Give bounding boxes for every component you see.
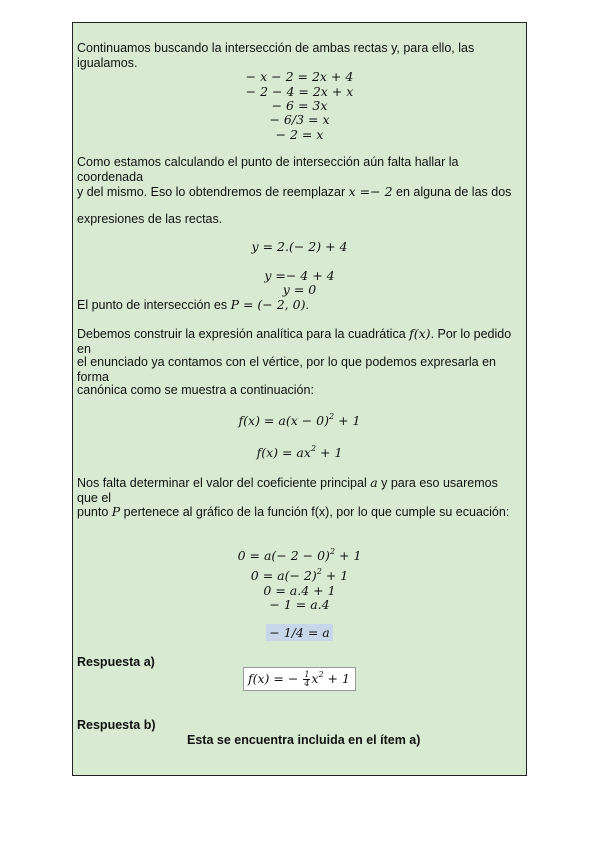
math-segment: f(x) = − [248,671,299,686]
fraction [303,671,310,688]
paragraph-line: el enunciado ya contamos con el vértice, por lo que podemos expresarla en forma [77,355,497,384]
paragraph-line: Como estamos calculando el punto de intersección aún falta hallar la coordenada [77,155,459,184]
fraction-numerator: 1 [304,670,310,679]
text-segment: Nos falta determinar el valor del coeficiente principal [77,476,371,490]
math-segment: f(x) = ax [256,445,311,460]
equation-line: y = 2.(− 2) + 4 [251,239,348,254]
text-segment: y del mismo. Eso lo obtendremos de reemplazar [77,185,349,199]
inline-math: f(x) [409,326,431,341]
fraction-denominator: 4 [304,679,310,688]
exponent: 2 [329,547,336,556]
paragraph-line [77,504,522,520]
math-segment: + 1 [323,671,350,686]
exponent: 2 [316,567,322,576]
exponent: 2 [310,444,317,453]
math-segment: + 1 [335,548,362,563]
intro-line-1: Continuamos buscando la intersección de ambas rectas y, para ello, las [77,41,475,55]
equation-line: − 6/3 = x [269,112,330,127]
equation-line [72,549,527,563]
equation-line: − 6 = 3x [271,98,328,113]
text-segment: punto [77,505,112,519]
equation-line: − 2 = x [275,127,324,142]
equation-line: y = 0 [282,282,317,297]
answer-b-label: Respuesta b) [77,718,156,732]
text-segment: y para eso usaremos que el [77,476,498,505]
inline-math: P = (− 2, 0) [230,297,306,312]
math-segment: 0 = a(− 2 − 0) [237,548,330,563]
inline-math: P [111,504,121,519]
math-segment: x [311,671,319,686]
equation-line [72,569,527,583]
answer-b-text: Esta se encuentra incluida en el ítem a) [187,733,421,747]
text-segment: . Por lo pedido en [77,327,512,356]
equation-line: − 1 = a.4 [269,597,330,612]
equation-line: y =− 4 + 4 [264,268,335,283]
math-segment: + 1 [316,445,343,460]
paragraph-line [77,475,522,506]
equation-line: − x − 2 = 2x + 4 [245,69,354,84]
text-segment: pertenece al gráfico de la función f(x), por lo que cumple su ecuación: [120,505,510,519]
highlighted-equation [72,626,527,640]
math-segment: + 1 [334,413,361,428]
text-segment: Debemos construir la expresión analítica para la cuadrática [77,327,410,341]
intro-line-2: igualamos. [77,56,138,70]
paragraph-line [77,184,522,200]
answer-a-box [243,667,356,691]
inline-math: x =− 2 [348,184,393,199]
text-segment: . [305,298,309,312]
math-segment: 0 = a(− 2) [250,568,317,583]
equation-line: − 2 − 4 = 2x + x [245,84,354,99]
text-segment: El punto de intersección es [77,298,231,312]
exponent: 2 [329,412,335,421]
paragraph-line: expresiones de las rectas. [77,212,223,226]
paragraph-line [77,326,522,357]
math-segment: f(x) = a(x − 0) [238,413,329,428]
math-segment: + 1 [321,568,349,583]
equation-line: 0 = a.4 + 1 [263,583,336,598]
canonical-equation [72,446,527,460]
text-segment: en alguna de las dos [392,185,512,199]
intersection-point-line [77,297,522,313]
exponent: 2 [318,670,324,679]
answer-a-label: Respuesta a) [77,655,155,669]
canonical-equation [72,414,527,428]
highlight: − 1/4 = a [266,624,332,641]
paragraph-line: canónica como se muestra a continuación: [77,383,314,397]
inline-math: a [370,475,378,490]
